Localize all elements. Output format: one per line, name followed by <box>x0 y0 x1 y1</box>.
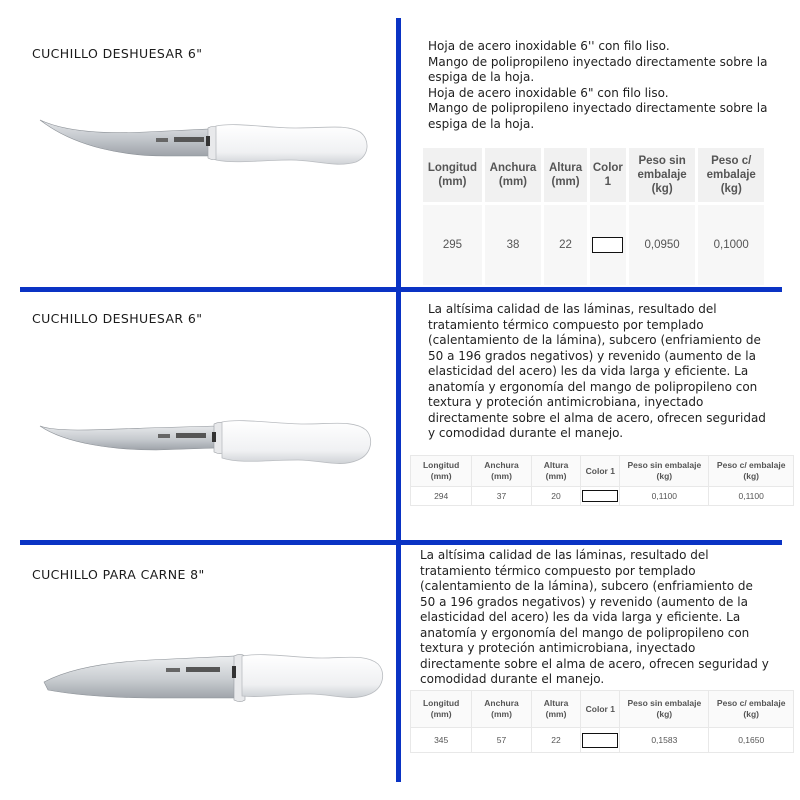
cell-peso-con: 0,1100 <box>709 487 794 506</box>
cell-longitud: 345 <box>411 728 472 753</box>
cell-peso-sin: 0,1100 <box>620 487 709 506</box>
table-header-row <box>422 148 765 204</box>
header-color: Color 1 <box>581 456 620 487</box>
description-line: Mango de polipropileno inyectado directamente sobre la espiga de la hoja. <box>428 101 768 131</box>
cell-altura: 22 <box>543 204 589 286</box>
boning-knife-icon <box>36 112 376 174</box>
header-peso-sin: Peso sin embalaje (kg) <box>627 148 697 204</box>
table-row <box>411 487 794 506</box>
color-swatch <box>592 237 623 253</box>
specs-table-2 <box>410 455 794 506</box>
cell-longitud: 294 <box>411 487 472 506</box>
header-peso-sin: Peso sin embalaje (kg) <box>620 691 709 728</box>
header-longitud: Longitud (mm) <box>411 691 472 728</box>
header-peso-con: Peso c/ embalaje (kg) <box>697 148 764 204</box>
description-line: Hoja de acero inoxidable 6'' con filo liso. <box>428 39 670 53</box>
description-line: Hoja de acero inoxidable 6" con filo liso. <box>428 85 669 100</box>
product-title-1: CUCHILLO DESHUESAR 6" <box>32 46 203 61</box>
cell-color <box>581 487 620 506</box>
header-altura: Altura (mm) <box>543 148 589 204</box>
color-swatch <box>582 733 618 748</box>
cell-peso-sin: 0,0950 <box>627 204 697 286</box>
cell-color <box>581 728 620 753</box>
header-anchura: Anchura (mm) <box>472 456 531 487</box>
header-color: Color 1 <box>581 691 620 728</box>
horizontal-divider-1 <box>20 287 782 292</box>
horizontal-divider-2 <box>20 540 782 545</box>
table-row <box>422 204 765 286</box>
specs-table-1 <box>420 148 764 285</box>
cell-color <box>589 204 628 286</box>
cell-anchura: 37 <box>472 487 531 506</box>
header-altura: Altura (mm) <box>531 691 581 728</box>
color-swatch <box>582 490 618 502</box>
cell-altura: 22 <box>531 728 581 753</box>
header-longitud: Longitud (mm) <box>422 148 484 204</box>
boning-knife-icon <box>36 416 376 472</box>
table-header-row <box>411 456 794 487</box>
table-row <box>411 728 794 753</box>
product-title-3: CUCHILLO PARA CARNE 8" <box>32 567 205 582</box>
cell-peso-con: 0,1000 <box>697 204 764 286</box>
header-anchura: Anchura (mm) <box>483 148 542 204</box>
product-title-2: CUCHILLO DESHUESAR 6" <box>32 311 203 326</box>
cell-anchura: 38 <box>483 204 542 286</box>
meat-knife-icon <box>40 650 388 712</box>
header-peso-sin: Peso sin embalaje (kg) <box>620 456 709 487</box>
header-longitud: Longitud (mm) <box>411 456 472 487</box>
header-color: Color 1 <box>589 148 628 204</box>
vertical-divider <box>396 18 401 782</box>
product-description-3: La altísima calidad de las láminas, resultado del tratamiento térmico compuesto por templado (calentamiento de la lámina), subcero (enfriamiento de 50 a 196 grados negativos) y revenido (aumento de la elasticidad del acero) les da vida larga y eficiente. La anatomía y ergonomía del mango de polipropileno con textura y proteción antimicrobiana, inyectado directamente sobre el alma de acero, ofrecen seguridad y comodidad durante el manejo. <box>420 548 769 686</box>
cell-anchura: 57 <box>472 728 531 753</box>
header-anchura: Anchura (mm) <box>472 691 531 728</box>
table-header-row <box>411 691 794 728</box>
header-peso-con: Peso c/ embalaje (kg) <box>709 691 794 728</box>
cell-longitud: 295 <box>422 204 484 286</box>
specs-table-3 <box>410 690 794 753</box>
header-altura: Altura (mm) <box>531 456 581 487</box>
product-description-1 <box>428 39 768 132</box>
cell-peso-sin: 0,1583 <box>620 728 709 753</box>
header-peso-con: Peso c/ embalaje (kg) <box>709 456 794 487</box>
description-line: Mango de polipropileno inyectado directamente sobre la espiga de la hoja. <box>428 54 768 84</box>
cell-altura: 20 <box>531 487 581 506</box>
cell-peso-con: 0,1650 <box>709 728 794 753</box>
product-description-2: La altísima calidad de las láminas, resultado del tratamiento térmico compuesto por templado (calentamiento de la lámina), subcero (enfriamiento de 50 a 196 grados negativos) y revenido (aumento de la elasticidad del acero) les da vida larga y eficiente. La anatomía y ergonomía del mango de polipropileno con textura y proteción antimicrobiana, inyectado directamente sobre el alma de acero, ofrecen seguridad y comodidad durante el manejo. <box>428 302 766 440</box>
